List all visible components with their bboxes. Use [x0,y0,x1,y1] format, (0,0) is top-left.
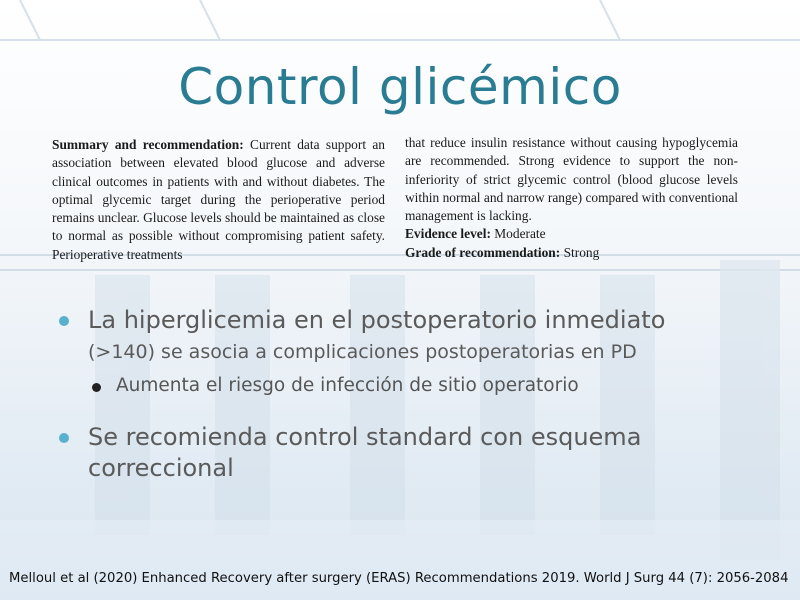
grade-value: Strong [563,244,600,260]
bullet-text-line2: (>140) se asocia a complicaciones postoperatorias en PD [88,341,637,363]
evidence-label: Evidence level: [405,226,491,242]
sub-bullet-dot-icon [92,383,101,392]
bullet-dot-icon [59,316,69,326]
paper-excerpt [50,130,750,270]
sub-bullet-text: Aumenta el riesgo de infección de sitio operatorio [116,375,579,396]
sub-bullet-item [58,375,778,396]
citation-footer: Melloul et al (2020) Enhanced Recovery after surgery (ERAS) Recommendations 2019. World J Surg 44 (7): 2056-2084 [9,571,789,586]
evidence-value: Moderate [494,226,546,242]
bullet-item [58,305,778,367]
summary-heading: Summary and recommendation: [52,137,244,152]
slide-title: Control glicémico [178,58,622,116]
excerpt-left-column [52,136,385,264]
excerpt-right-column [405,134,738,262]
grade-label: Grade of recommendation: [405,244,561,260]
bullet-item [58,422,778,484]
summary-text: Current data support an association between elevated blood glucose and adverse clinical outcomes in patients with and without diabetes. The optimal glycemic target during the perioperative period remains unclear. Glucose levels should be maintained as close to normal as possible without compromising patient safety. Perioperative treatments [52,137,385,262]
bullet-list [58,305,778,484]
bullet-dot-icon [59,433,69,443]
bullet-text: Se recomienda control standard con esquema correccional [88,423,642,482]
summary-continuation: that reduce insulin resistance without causing hypoglycemia are recommended. Strong evidence to support the non-inferiority of strict glycemic control (blood glucose levels within normal and narrow range) compared with conventional management is lacking. [405,135,738,224]
bullet-text-line1: La hiperglicemia en el postoperatorio inmediato [88,306,666,334]
